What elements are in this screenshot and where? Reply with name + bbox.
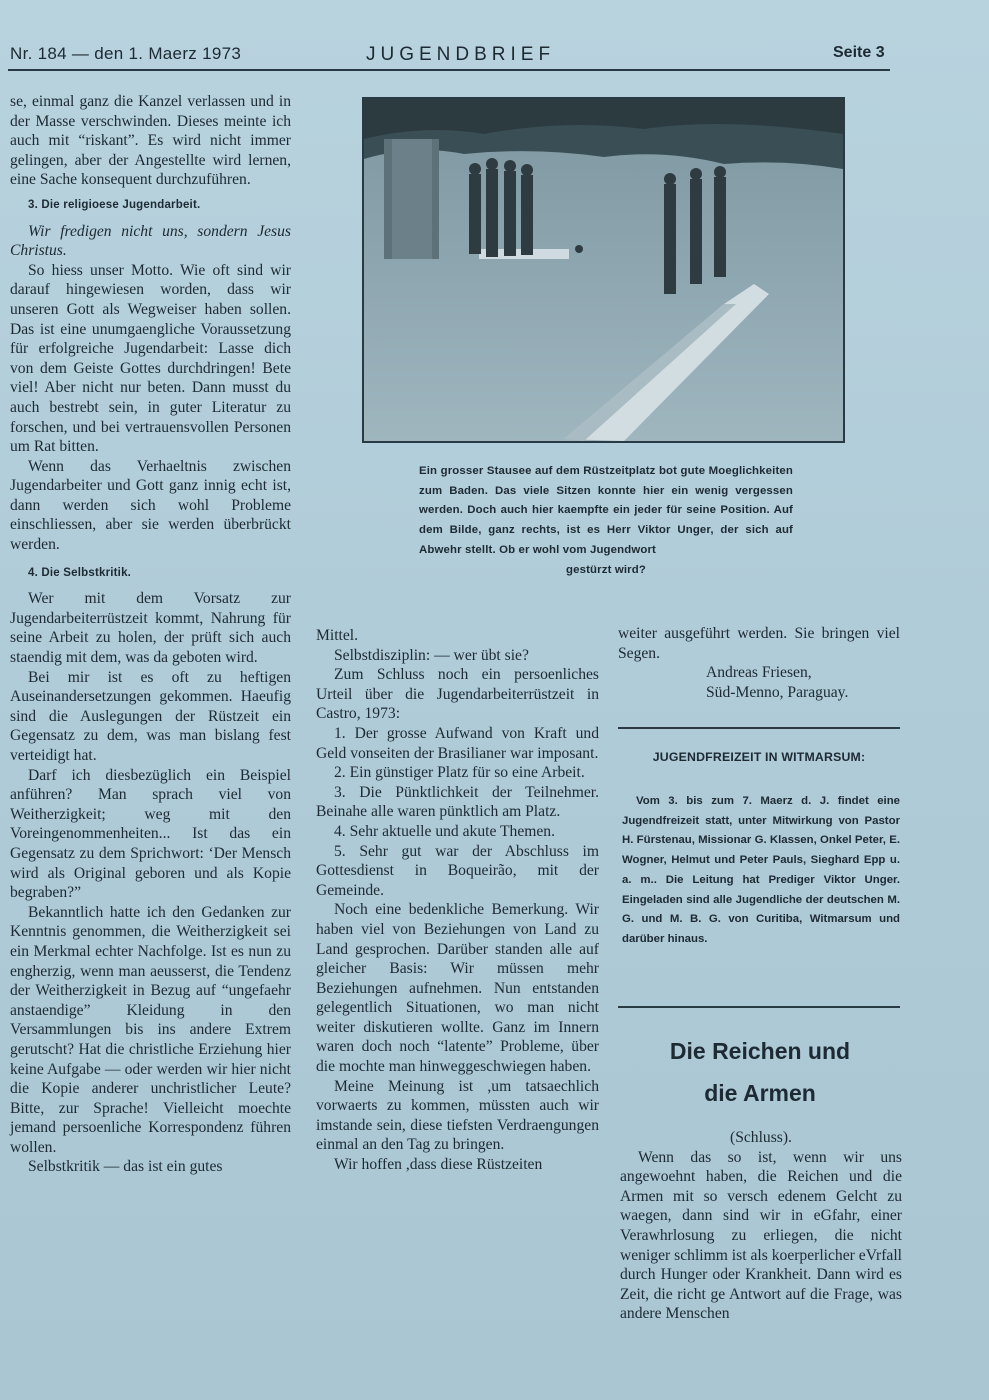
paragraph: Wir hoffen ,dass diese Rüstzeiten bbox=[334, 1156, 543, 1174]
paragraph: Selbstkritik — das ist ein gutes bbox=[28, 1158, 223, 1176]
notice-body bbox=[622, 792, 900, 950]
paragraph: Darf ich diesbezüglich ein Beispiel anführen? Man sprach viel von Weitherzigkeit; weg mit den Voreingenommenheiten... Ist das ein Gegensatz zu dem Sprichwort: ‘Der Mensch wird als Original geboren und als Kopie begraben?” bbox=[10, 766, 291, 902]
paragraph: Bekanntlich hatte ich den Gedanken zur Kenntnis genommen, die Weitherzigkeit sei ein Merkmal echter Nachfolge. Ist es nun zu engherzig, wenn man aeusserst, die Tendenz der Weitherzigkeit in Bezug auf “ungefaehr anstaendige” Kleidung in den Versammlungen bis ins andere Extrem gerutscht? Hat die christliche Erziehung hier keine Aufgabe — oder werden wir hier nicht die Kopie anderer unchristlicher Leute? Bitte, zur Sprache! Vielleicht moechte jemand persoenliche Korrespondenz führen wollen. bbox=[10, 903, 291, 1156]
paragraph: So hiess unser Motto. Wie oft sind wir darauf hingewiesen worden, dass wir unseren Gott als Wegweiser haben sollen. Das ist eine unumgaengliche Voraussetzung für erfolgreiche Jugendarbeit: Lasse dich von dem Geiste Gottes durchdringen! Bete viel! Aber nicht nur beten. Dann musst du auch bestrebt sein, in guter Literatur zu forschen, und bei vertrauensvollen Personen um Rat bitten. bbox=[10, 261, 291, 456]
issue-date: Nr. 184 — den 1. Maerz 1973 bbox=[10, 44, 242, 63]
lake-photo bbox=[362, 97, 845, 443]
paragraph: Selbstdisziplin: — wer übt sie? bbox=[334, 646, 529, 664]
divider bbox=[618, 1006, 900, 1008]
paragraph: Mittel. bbox=[316, 627, 359, 644]
column-3 bbox=[618, 624, 900, 702]
article-title-line: Die Reichen und bbox=[669, 1038, 851, 1064]
paragraph: Zum Schluss noch ein persoenliches Urteil über die Jugendarbeiterrüstzeit in Castro, 1973: bbox=[316, 666, 599, 723]
list-item: 5. Sehr gut war der Abschluss im Gottesdienst in Boqueirão, mit der Gemeinde. bbox=[316, 842, 599, 899]
article-body bbox=[620, 1128, 902, 1324]
article-title bbox=[620, 1030, 900, 1114]
paragraph: weiter ausgeführt werden. Sie bringen viel Segen. bbox=[618, 625, 900, 662]
list-item: 1. Der grosse Aufwand von Kraft und Geld vonseiten der Brasilianer war imposant. bbox=[316, 724, 599, 762]
divider bbox=[618, 727, 900, 729]
paragraph: Wenn das Verhaeltnis zwischen Jugendarbeiter und Gott ganz innig echt ist, dann werden sich wohl Probleme einschliessen, aber sie werden überbrückt werden. bbox=[10, 457, 291, 554]
column-2 bbox=[316, 626, 599, 1175]
caption-last-line: gestürzt wird? bbox=[566, 563, 646, 576]
paragraph: se, einmal ganz die Kanzel verlassen und in der Masse verschwinden. Dieses meinte ich auch mit “riskant”. Es wird nicht immer gelingen, aber der Angestellte wird lernen, eine Sache konsequent durchzuführen. bbox=[10, 93, 291, 189]
section-heading: 3. Die religioese Jugendarbeit. bbox=[28, 198, 201, 211]
schluss-label: (Schluss). bbox=[730, 1129, 792, 1146]
caption-text: Ein grosser Stausee auf dem Rüstzeitplatz bot gute Moeglichkeiten zum Baden. Das viele Sitzen konnte hier ein wenig vergessen werden. Doch auch hier kaempfte ein jeder für seine Position. Auf dem Bilde, ganz rechts, ist es Herr Viktor Unger, der sich auf Abwehr stellt. Ob er wohl vom Jugendwort bbox=[419, 465, 793, 556]
article-title-line: die Armen bbox=[704, 1080, 816, 1106]
paragraph: Meine Meinung ist ,um tatsaechlich vorwaerts zu kommen, müssten auch wir imstande sein, diese tiefsten Verdraengungen einmal an den Tag zu bringen. bbox=[316, 1077, 599, 1154]
column-1 bbox=[10, 92, 291, 1177]
paragraph: Bei mir ist es oft zu heftigen Auseinandersetzungen gekommen. Haeufig sind die Auslegungen der Rüstzeit ein Gegensatz zu dem, was man bislang fest verteidigt hat. bbox=[10, 668, 291, 764]
list-item: 4. Sehr aktuelle und akute Themen. bbox=[334, 822, 555, 840]
photo-caption bbox=[419, 462, 793, 580]
section-heading: 4. Die Selbstkritik. bbox=[28, 566, 132, 579]
page-number: Seite 3 bbox=[833, 44, 885, 61]
signature-place: Süd-Menno, Paraguay. bbox=[706, 683, 849, 701]
paragraph: Wenn das so ist, wenn wir uns angewoehnt haben, die Reichen und die Armen mit so versch edenem Gelcht zu waegen, dann sind wir in eGfahr, einer Verawhrlosung zu erliegen, die nicht weniger schlimm ist als koerperlicher eVrfall durch Hunger oder Krankheit. Dann wird es Zeit, die richt ge Antwort auf die Frage, was andere Menschen bbox=[620, 1148, 902, 1323]
header-rule bbox=[8, 69, 890, 71]
notice-title: JUGENDFREIZEIT IN WITMARSUM: bbox=[652, 750, 866, 764]
signature-name: Andreas Friesen, bbox=[706, 664, 812, 682]
list-item: 2. Ein günstiger Platz für so eine Arbeit. bbox=[334, 764, 585, 782]
newspaper-title: JUGENDBRIEF bbox=[366, 44, 556, 65]
paragraph: Wer mit dem Vorsatz zur Jugendarbeiterrüstzeit kommt, Nahrung für seine Arbeit zu holen, der prüft sich auch staendig mit dem, was da geboten wird. bbox=[10, 590, 291, 667]
notice-text: Vom 3. bis zum 7. Maerz d. J. findet eine Jugendfreizeit statt, unter Mitwirkung von Pastor H. Fürstenau, Missionar G. Klassen, Onkel Peter, E. Wogner, Helmut und Peter Pauls, Sieghard Epp u. a. m.. Die Leitung hat Prediger Viktor Unger. Eingeladen sind alle Jugendliche der deutschen M. G. und M. B. G. von Curitiba, Witmarsum und darüber hinaus. bbox=[622, 795, 900, 945]
motto: Wir fredigen nicht uns, sondern Jesus Christus. bbox=[10, 222, 291, 260]
paragraph: Noch eine bedenkliche Bemerkung. Wir haben viel von Beziehungen von Land zu Land gesprochen. Darüber standen alle auf gleicher Basis: Wir müssen mehr Beziehungen aufnehmen. Nun entstanden gelegentlich Situationen, wo man nicht weiter diskutieren wollte. Ganz im Innern waren doch noch “latente” Probleme, über die mochte man hinweggeschwiegen haben. bbox=[316, 901, 599, 1076]
list-item: 3. Die Pünktlichkeit der Teilnehmer. Beinahe alle waren pünktlich am Platz. bbox=[316, 783, 599, 821]
